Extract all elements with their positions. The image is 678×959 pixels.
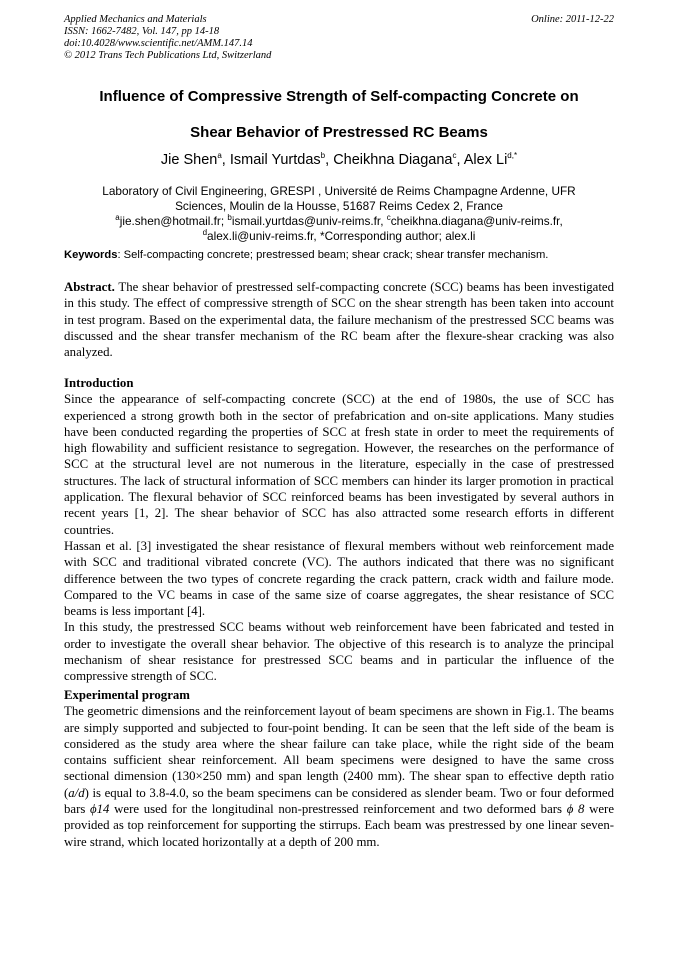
abstract [64, 279, 614, 360]
online-date: Online: 2011-12-22 [531, 14, 614, 25]
author-list [40, 152, 638, 168]
paragraph: Hassan et al. [3] investigated the shear resistance of flexural members without web reinforcement made with SCC and traditional vibrated concrete (VC). The authors indicated that there was no significant difference between the two types of concrete regarding the crack pattern, crack width and failure mode. Compared to the VC beams in case of the same size of coarse aggregates, the shear resistance of SCC beams is less important [4]. [64, 538, 614, 619]
author: Alex $Li^{d,*}$ [463, 151, 518, 168]
journal-header [64, 14, 614, 62]
paper-title [40, 79, 638, 151]
paragraph: In this study, the prestressed SCC beams without web reinforcement have been fabricated and tested in order to investigate the overall shear behavior. The objective of this research is to analyze the principal mechanism of shear resistance for prestressed SCC beams and in particular the influence of the compressive strength of SCC. [64, 620, 614, 684]
paragraph: Since the appearance of self-compacting concrete (SCC) at the end of 1980s, the use of SCC has experienced a strong growth both in the sector of prefabrication and on-site applications. Many studies have been conducted regarding the properties of SCC at fresh state in order to meet the requirements of high flowability and sufficient resistance to segregation. However, the researches on the performance of SCC at the structural level are not numerous in the literature, especially in the case of prestressed structures. The lack of structural information of SCC members can hinder its larger promotion in practical application. The flexural behavior of SCC reinforced beams has been investigated by several authors in recent years [1, 2]. The shear behavior of SCC has also attracted some research efforts in different countries. [64, 392, 614, 537]
affiliation [64, 184, 614, 244]
introduction-section [64, 375, 614, 685]
journal-name: Applied Mechanics and Materials [64, 14, 207, 25]
author: Jie Shen$^a$, [160, 151, 230, 168]
email-line-1: $^a$jie.shen@hotmail.fr; $^b$ismail.yurtdas@univ-reims.fr, $^c$cheikhna.diagana@univ-reims.fr, [115, 213, 563, 228]
affiliation-line-2: Sciences, Moulin de la Housse, 51687 Reims Cedex 2, France [175, 199, 503, 213]
keywords [64, 249, 614, 261]
author: Ismail Yurtdas$^b$, [229, 151, 334, 168]
doi: doi:10.4028/www.scientific.net/AMM.147.14 [64, 38, 253, 49]
title-line-2: Shear Behavior of Prestressed RC Beams [190, 124, 488, 141]
email-line-2: $^d$alex.li@univ-reims.fr, *Corresponding author; alex.li [202, 228, 476, 243]
abstract-label: Abstract. [64, 280, 115, 294]
abstract-text: The shear behavior of prestressed self-compacting concrete (SCC) beams has been investigated in this study. The effect of compressive strength of SCC on the shear strength has been taken into account in test program. Based on the experimental data, the failure mechanism of the prestressed SCC beams was discussed and the shear transfer mechanism of the RC beam after the flexure-shear cracking was also analyzed. [64, 280, 614, 360]
affiliation-line-1: Laboratory of Civil Engineering, GRESPI , Université de Reims Champagne Ardenne, UFR [102, 184, 576, 198]
keywords-text: : Self-compacting concrete; prestressed beam; shear crack; shear transfer mechanism. [117, 249, 549, 261]
title-line-1: Influence of Compressive Strength of Self-compacting Concrete on [99, 88, 579, 105]
keywords-label: Keywords [64, 249, 118, 261]
paragraph: The geometric dimensions and the reinforcement layout of beam specimens are shown in Fig.1. The beams are simply supported and subjected to four-point bending. It can be seen that the left side of the beam is considered as the study area where the shear failure can take place, while the right side of the beam contains sufficient shear reinforcement. All beam specimens were designed to have the same cross sectional dimension (130×250 mm) and span length (2400 mm). The shear span to effective depth ratio (a/d) is equal to 3.8-4.0, so the beam specimens can be considered as slender beam. Two or four deformed bars ϕ14 were used for the longitudinal non-prestressed reinforcement and two deformed bars ϕ 8 were provided as top reinforcement for supporting the stirrups. Each beam was prestressed by one linear seven-wire strand, which located horizontally at a depth of 200 mm. [64, 704, 615, 849]
issn: ISSN: 1662-7482, Vol. 147, pp 14-18 [64, 26, 220, 37]
author: Cheikhna Diagana$^c$, [333, 151, 464, 168]
experimental-section [64, 687, 614, 850]
section-title: Introduction [64, 376, 134, 390]
copyright: © 2012 Trans Tech Publications Ltd, Switzerland [64, 50, 272, 61]
section-title: Experimental program [64, 688, 190, 702]
